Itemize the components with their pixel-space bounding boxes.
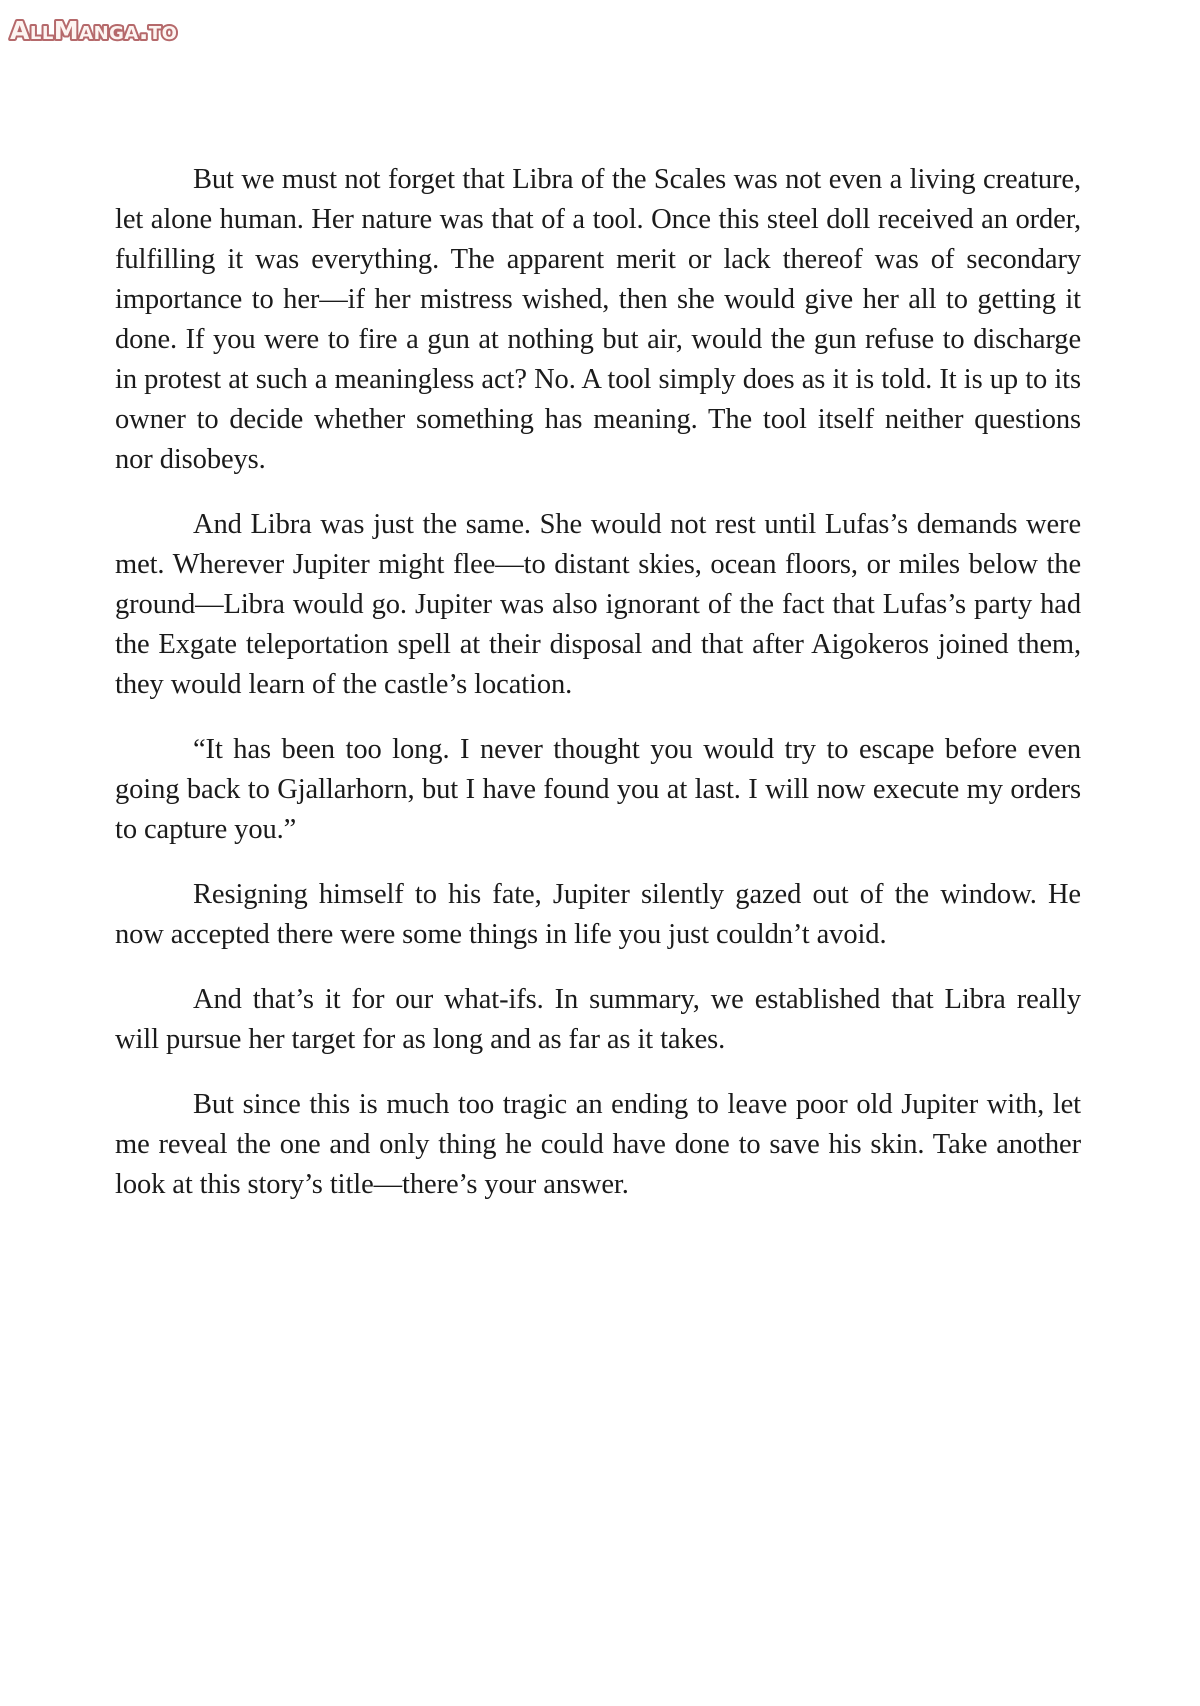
paragraph: “It has been too long. I never thought you would try to escape before even going back to Gjallarhorn, but I have found you at last. I will now execute my orders to capture you.” bbox=[115, 734, 1081, 845]
page-text-column bbox=[115, 160, 1081, 1205]
site-logo-text: AllManga.to bbox=[10, 16, 178, 45]
paragraph: But we must not forget that Libra of the Scales was not even a living creature, let alone human. Her nature was that of a tool. Once this steel doll received an order, fulfilling it was everything. The apparent merit or lack thereof was of secondary importance to her—if her mistress wished, then she would give her all to getting it done. If you were to fire a gun at nothing but air, would the gun refuse to discharge in protest at such a meaningless act? No. A tool simply does as it is told. It is up to its owner to decide whether something has meaning. The tool itself neither questions nor disobeys. bbox=[115, 164, 1081, 475]
paragraph: But since this is much too tragic an ending to leave poor old Jupiter with, let me reveal the one and only thing he could have done to save his skin. Take another look at this story’s title—there’s your answer. bbox=[115, 1089, 1081, 1200]
paragraph: And that’s it for our what-ifs. In summary, we established that Libra really will pursue her target for as long and as far as it takes. bbox=[115, 984, 1081, 1055]
paragraph: Resigning himself to his fate, Jupiter silently gazed out of the window. He now accepted there were some things in life you just couldn’t avoid. bbox=[115, 879, 1081, 950]
site-logo-graphic bbox=[6, 8, 226, 52]
paragraph: And Libra was just the same. She would not rest until Lufas’s demands were met. Wherever Jupiter might flee—to distant skies, ocean floors, or miles below the ground—Libra would go. Jupiter was also ignorant of the fact that Lufas’s party had the Exgate teleportation spell at their disposal and that after Aigokeros joined them, they would learn of the castle’s location. bbox=[115, 509, 1081, 700]
site-watermark-logo bbox=[6, 8, 226, 52]
